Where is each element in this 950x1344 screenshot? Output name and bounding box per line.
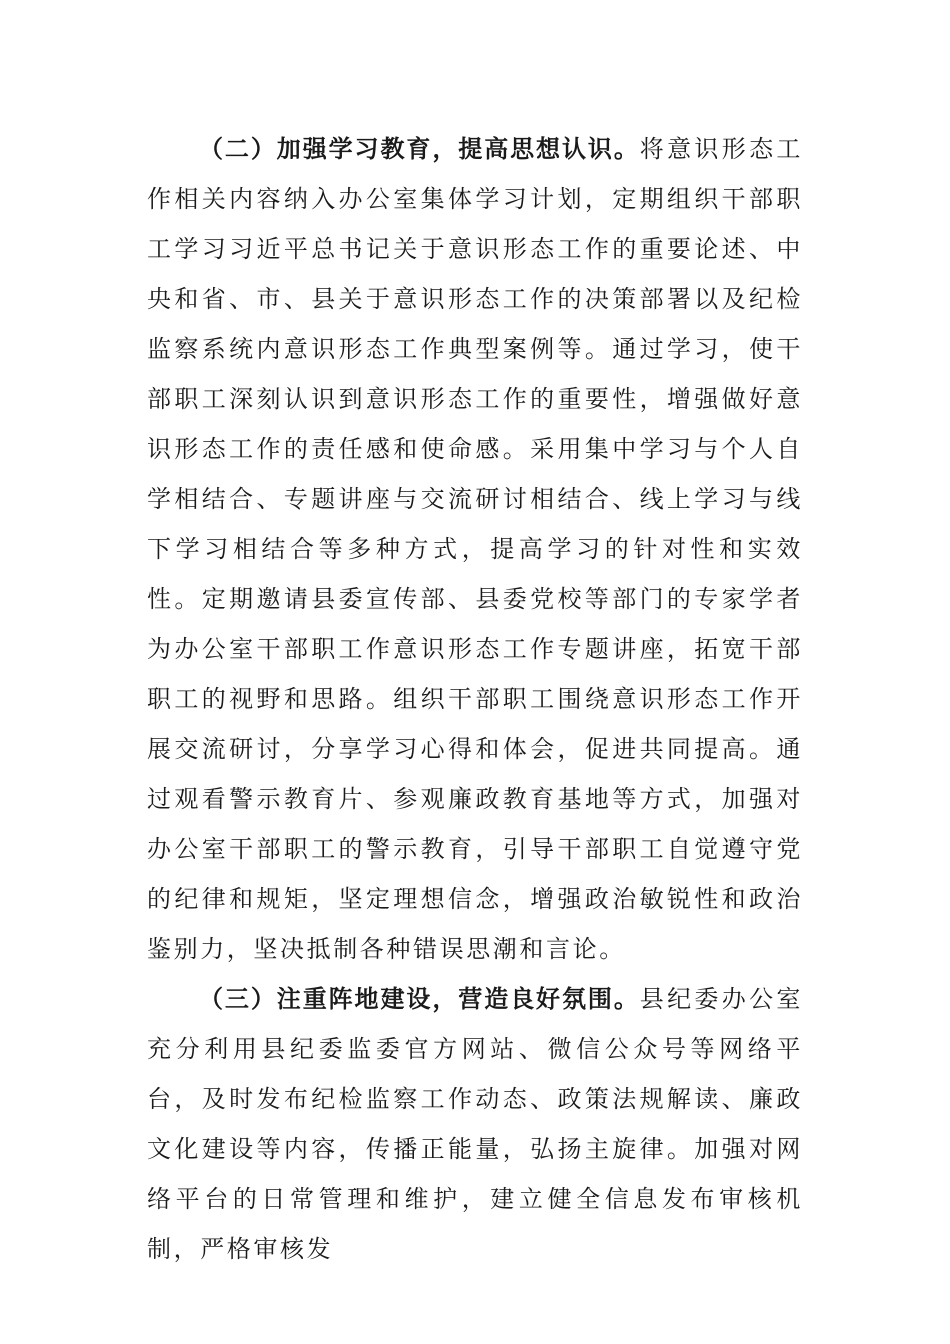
document-body: [147, 124, 803, 1274]
paragraph-position-building: [147, 974, 803, 1274]
paragraph-heading: （二）加强学习教育，提高思想认识。: [199, 135, 640, 163]
paragraph-study-education: [147, 124, 803, 974]
paragraph-heading: （三）注重阵地建设，营造良好氛围。: [199, 985, 640, 1013]
paragraph-text: 县纪委办公室充分利用县纪委监委官方网站、微信公众号等网络平台，及时发布纪检监察工作动态、政策法规解读、廉政文化建设等内容，传播正能量，弘扬主旋律。加强对网络平台的日常管理和维护，建立健全信息发布审核机制，严格审核发: [147, 985, 803, 1263]
paragraph-text: 将意识形态工作相关内容纳入办公室集体学习计划，定期组织干部职工学习习近平总书记关于意识形态工作的重要论述、中央和省、市、县关于意识形态工作的决策部署以及纪检监察系统内意识形态工作典型案例等。通过学习，使干部职工深刻认识到意识形态工作的重要性，增强做好意识形态工作的责任感和使命感。采用集中学习与个人自学相结合、专题讲座与交流研讨相结合、线上学习与线下学习相结合等多种方式，提高学习的针对性和实效性。定期邀请县委宣传部、县委党校等部门的专家学者为办公室干部职工作意识形态工作专题讲座，拓宽干部职工的视野和思路。组织干部职工围绕意识形态工作开展交流研讨，分享学习心得和体会，促进共同提高。通过观看警示教育片、参观廉政教育基地等方式，加强对办公室干部职工的警示教育，引导干部职工自觉遵守党的纪律和规矩，坚定理想信念，增强政治敏锐性和政治鉴别力，坚决抵制各种错误思潮和言论。: [147, 135, 803, 963]
